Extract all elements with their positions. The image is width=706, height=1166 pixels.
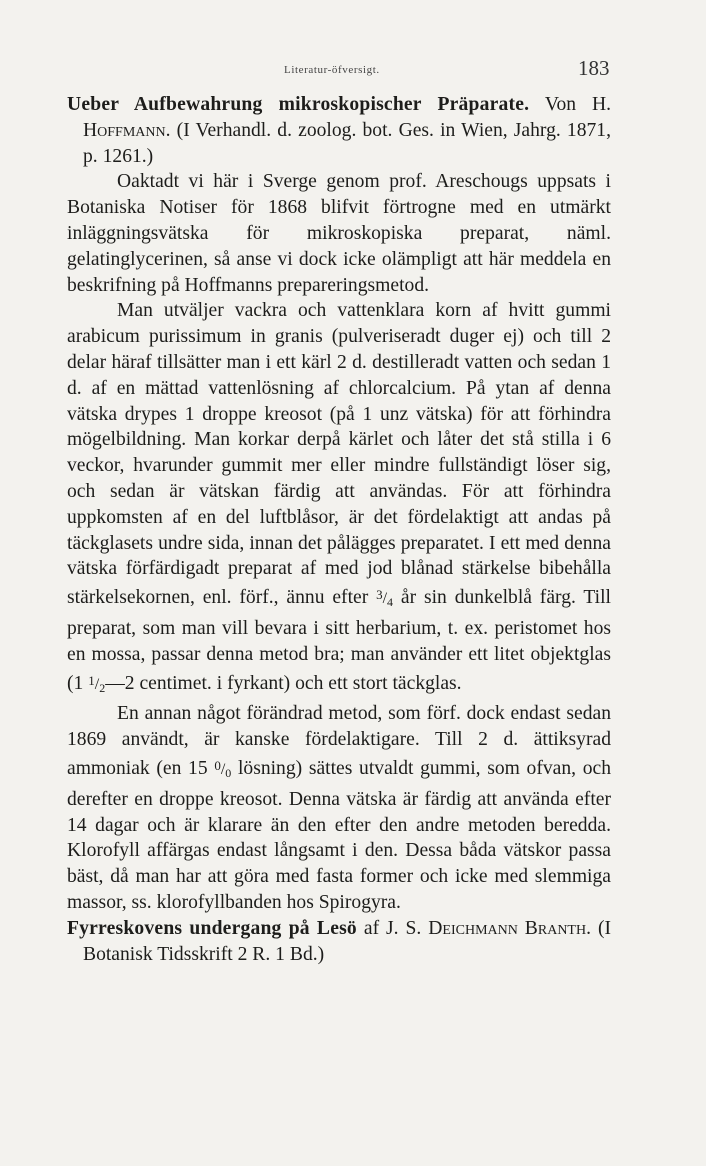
paragraph-text: En annan något förändrad metod, som förf. dock endast sedan 1869 användt, är kanske fördelaktigare. Till 2 d. ättiksyrad ammoniak (en 15 bbox=[67, 703, 611, 779]
entry-title: Ueber Aufbewahrung mikroskopischer Präparate. bbox=[67, 94, 530, 115]
citation: (I Botanisk Tidsskrift 2 R. 1 Bd.) bbox=[83, 917, 612, 965]
fraction-denominator: 2 bbox=[99, 680, 106, 695]
fraction-slash: / bbox=[94, 675, 100, 693]
running-title: Literatur-öfversigt. bbox=[284, 64, 380, 76]
page-number: 183 bbox=[578, 56, 610, 80]
author-prefix: af J. S. bbox=[363, 917, 422, 939]
entry-title: Fyrreskovens undergang på Lesö bbox=[67, 917, 357, 939]
author-name: Hoffmann. bbox=[83, 119, 171, 141]
page-header bbox=[0, 56, 706, 96]
fraction-numerator: 3 bbox=[376, 587, 383, 603]
paragraph-text: Man utväljer vackra och vattenklara korn af hvitt gummi arabicum purissimum in granis (pulveriseradt duger ej) och till 2 delar häraf tillsätter man i ett kärl 2 d. destilleradt vatten och sedan 1 d. af en mättad vattenlösning af chlorcalcium. På ytan af denna vätska drypes 1 droppe kreosot (på 1 unz vätska) för att förhindra mögelbildning. Man korkar derpå kärlet och låter det stå stilla i 6 veckor, hvarunder gummit mer eller mindre fullständigt löser sig, och sedan är vätskan färdig att användas. För att förhindra uppkomsten af en del luftblåsor, är det fördelaktigt att andas på täckglasets undre sida, innan det pålägges preparatet. I ett med denna vätska förfärdigadt preparat af med jod blånad stärkelse bibehålla stärkelsekornen, enl. förf., ännu efter bbox=[67, 300, 611, 609]
entry-heading bbox=[67, 92, 611, 169]
percent-top: 0 bbox=[214, 757, 221, 773]
percent-sign bbox=[214, 758, 231, 779]
paragraph-text: år sin dunkelblå färg. Till preparat, som man vill bevara i sitt herbarium, t. ex. peristomet hos en mossa, passar denna metod bra; man använder ett litet objektglas (1 bbox=[67, 587, 611, 694]
paragraph-text: lösning) sättes utvaldt gummi, som ofvan, och derefter en droppe kreosot. Denna vätska är färdig att använda efter 14 dagar och är klarare än den efter den andre metoden beredda. Klorofyll affärgas endast långsamt i den. Dessa båda vätskor passa bäst, då man har att göra med fasta former och icke med slemmiga massor, ss. klorofyllbanden hos Spirogyra. bbox=[67, 757, 611, 913]
citation: (I Verhandl. d. zoolog. bot. Ges. in Wien, Jahrg. 1871, p. 1261.) bbox=[83, 119, 612, 167]
fraction-slash: / bbox=[382, 590, 388, 608]
page-body bbox=[67, 92, 611, 967]
fraction bbox=[376, 587, 393, 608]
author-name: Deichmann Branth. bbox=[428, 917, 591, 939]
fraction-denominator: 4 bbox=[387, 595, 394, 610]
fraction-numerator: 1 bbox=[88, 672, 95, 688]
entry-heading bbox=[67, 916, 611, 968]
paragraph bbox=[67, 298, 611, 701]
percent-slash: / bbox=[220, 760, 226, 778]
paragraph-text: —2 centimet. i fyrkant) och ett stort täckglas. bbox=[105, 672, 462, 694]
percent-bottom: 0 bbox=[225, 765, 232, 780]
paragraph bbox=[67, 701, 611, 915]
author-prefix: Von H. bbox=[544, 94, 612, 115]
paragraph: Oaktadt vi här i Sverge genom prof. Areschougs uppsats i Botaniska Notiser för 1868 blifvit förtrogne med en utmärkt inläggningsvätska för mikroskopiska preparat, näml. gelatinglycerinen, så anse vi dock icke olämpligt att här meddela en beskrifning på Hoffmanns prepareringsmetod. bbox=[67, 171, 611, 296]
fraction bbox=[88, 673, 105, 694]
